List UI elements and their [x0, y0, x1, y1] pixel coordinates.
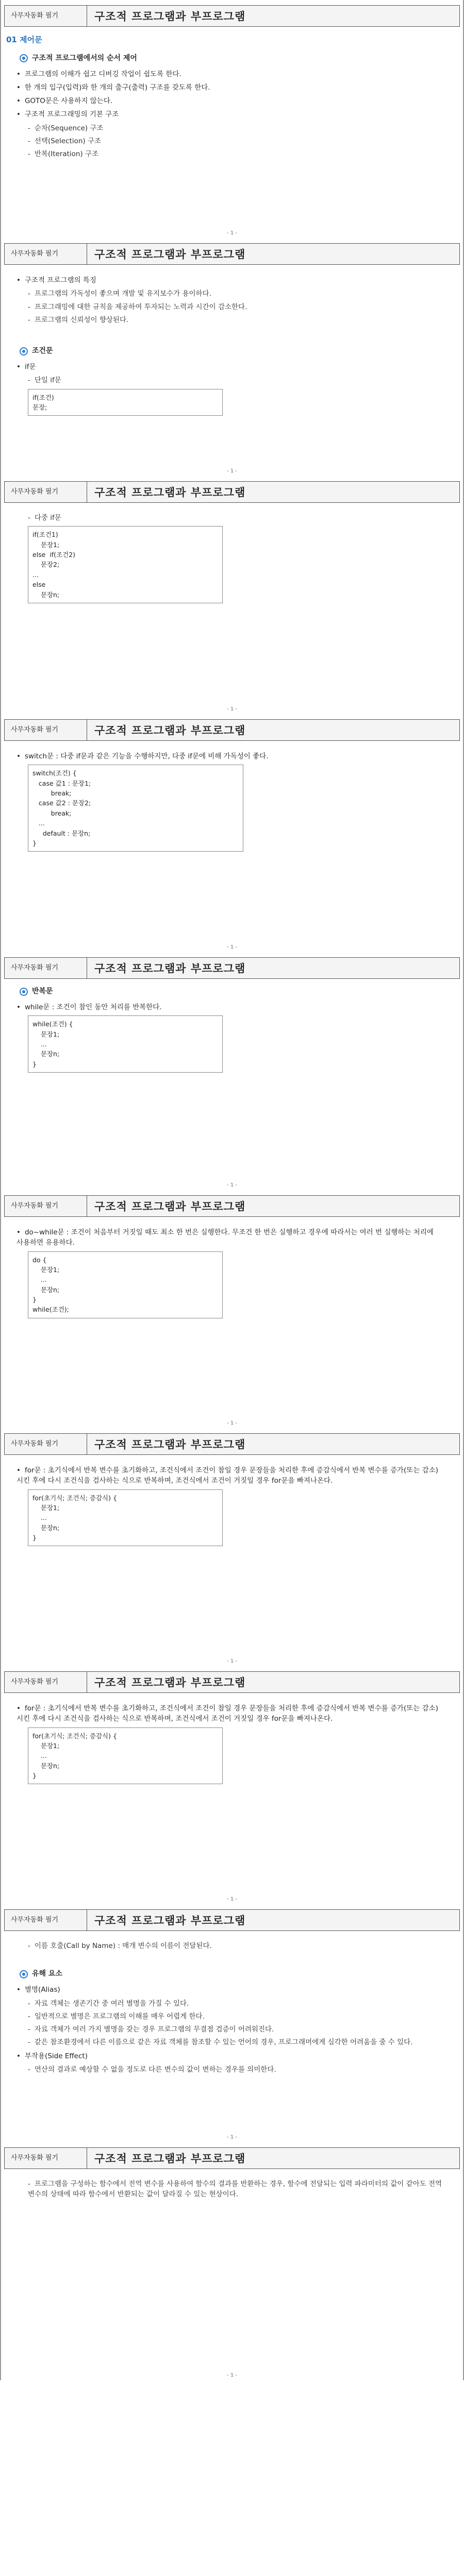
bullet-item: • while문 : 조건이 참인 동안 처리를 반복한다.	[16, 1002, 442, 1012]
code-line: break;	[32, 809, 72, 817]
code-box	[28, 1489, 223, 1547]
subheading	[20, 1969, 442, 1979]
sub-item: - 다중 if문	[28, 513, 442, 523]
chapter-title: 구조적 프로그램과 부프로그램	[94, 2153, 246, 2165]
bullet-item: • 별명(Alias)	[16, 1985, 442, 1995]
subheading-text: 반복문	[32, 987, 53, 995]
page-6	[0, 1190, 464, 1428]
code-line: 문장n;	[32, 1523, 60, 1532]
bullet-item: • for문 : 초기식에서 반복 변수를 초기화하고, 조건식에서 조건이 참일 경우 문장들을 처리한 후에 증감식에서 반복 변수를 증가(또는 감소)시킨 후에 다시 조건식을 검사하는 식으로 반복하며, 조건식에서 조건이 거짓일 경우 for문을 빠져나온다.	[16, 1703, 442, 1724]
sub-item: - 프로그램의 신뢰성이 향상된다.	[28, 315, 442, 325]
page-7	[0, 1428, 464, 1666]
code-line: }	[32, 1296, 37, 1303]
sub-item: - 반복(Iteration) 구조	[28, 149, 442, 159]
section-heading: 01 제어문	[6, 35, 42, 44]
bullet-item: • 한 개의 입구(입력)와 한 개의 출구(출력) 구조를 갖도록 한다.	[16, 82, 442, 93]
page-5	[0, 952, 464, 1190]
chapter-title: 구조적 프로그램과 부프로그램	[94, 724, 246, 737]
subheading-text: 구조적 프로그램에서의 순서 제어	[32, 54, 137, 62]
page-number: - 1 -	[227, 468, 237, 474]
code-line: else	[32, 581, 46, 589]
code-line: for(초기식; 조건식; 증감식) {	[32, 1732, 117, 1740]
code-line: default : 문장n;	[32, 829, 91, 837]
page-body	[16, 748, 442, 855]
target-bullet-icon	[20, 988, 28, 996]
page-number: - 1 -	[227, 1896, 237, 1902]
code-box	[28, 1251, 223, 1318]
code-line: ...	[32, 1040, 47, 1048]
chapter-title: 구조적 프로그램과 부프로그램	[94, 1200, 246, 1213]
page-header	[4, 5, 460, 27]
code-line: while(조건);	[32, 1306, 69, 1314]
subject-label: 사무자동화 필기	[5, 1434, 87, 1454]
code-line: 문장1;	[32, 540, 60, 549]
page-body	[6, 34, 442, 162]
subject-label: 사무자동화 필기	[5, 1196, 87, 1216]
chapter-title: 구조적 프로그램과 부프로그램	[94, 1914, 246, 1927]
code-box	[28, 526, 223, 603]
page-body	[16, 2176, 442, 2202]
page-header	[4, 481, 460, 503]
code-line: if(조건1)	[32, 531, 58, 539]
page-number: - 1 -	[227, 230, 237, 236]
code-line: switch(조건) {	[32, 769, 77, 777]
code-line: 문장n;	[32, 590, 60, 599]
page-header	[4, 1909, 460, 1931]
subheading	[20, 53, 442, 64]
code-line: ...	[32, 570, 39, 579]
chapter-title: 구조적 프로그램과 부프로그램	[94, 248, 246, 261]
code-line: for(초기식; 조건식; 증감식) {	[32, 1494, 117, 1502]
sub-item: - 선택(Selection) 구조	[28, 136, 442, 146]
sub-item: - 프로그램을 구성하는 함수에서 전역 변수를 사용하여 함수의 결과를 반환하는 경우, 함수에 전달되는 입력 파라미터의 값이 같아도 전역 변수의 상태에 따라 함수에서 반환되는 값이 달라질 수 있는 현상이다.	[28, 2179, 442, 2200]
page-header	[4, 2147, 460, 2169]
sub-item: - 자료 객체는 생존기간 중 여러 별명을 가질 수 있다.	[28, 1998, 442, 2009]
code-line: 문장2;	[32, 561, 60, 569]
code-line: 문장1;	[32, 1741, 60, 1750]
subject-label: 사무자동화 필기	[5, 244, 87, 264]
code-line: 문장1;	[32, 1265, 60, 1274]
code-line: }	[32, 1772, 37, 1780]
page-header	[4, 243, 460, 265]
page-header	[4, 1433, 460, 1455]
page-number: - 1 -	[227, 944, 237, 950]
subject-label: 사무자동화 필기	[5, 958, 87, 978]
code-line: ...	[32, 1276, 47, 1284]
bullet-item: • 구조적 프로그램의 특징	[16, 275, 442, 285]
code-line: case 값2 : 문장2;	[32, 799, 91, 807]
page-body	[16, 272, 442, 419]
code-line: 문장n;	[32, 1761, 60, 1770]
page-body	[16, 1938, 442, 2077]
sub-item: - 순차(Sequence) 구조	[28, 123, 442, 133]
page-body	[16, 1224, 442, 1321]
subject-label: 사무자동화 필기	[5, 1910, 87, 1930]
subject-label: 사무자동화 필기	[5, 482, 87, 502]
sub-item: - 연산의 결과로 예상할 수 없을 정도로 다른 변수의 값이 변하는 경우를 의미한다.	[28, 2064, 442, 2075]
target-bullet-icon	[20, 1970, 28, 1978]
code-line: 문장;	[32, 403, 47, 411]
code-line: else if(조건2)	[32, 551, 76, 558]
subheading-text: 유해 요소	[32, 1970, 62, 1978]
bullet-item: • 구조적 프로그래밍의 기본 구조	[16, 109, 442, 120]
code-line: break;	[32, 789, 72, 797]
page-header	[4, 1195, 460, 1217]
page-1	[0, 0, 464, 238]
chapter-title: 구조적 프로그램과 부프로그램	[94, 1438, 246, 1451]
sub-item: - 같은 참조환경에서 다른 이름으로 같은 자료 객체를 참조할 수 있는 언어의 경우, 프로그래머에게 심각한 어려움을 줄 수 있다.	[28, 2037, 442, 2047]
page-number: - 1 -	[227, 1182, 237, 1188]
page-3	[0, 476, 464, 714]
page-body	[16, 1462, 442, 1549]
bullet-item: • do~while문 : 조건이 처음부터 거짓일 때도 최소 한 번은 실행한다. 무조건 한 번은 실행하고 경우에 따라서는 여러 번 실행하는 처리에 사용하면 유용하다.	[16, 1227, 442, 1248]
target-bullet-icon	[20, 347, 28, 355]
page-header	[4, 957, 460, 979]
subject-label: 사무자동화 필기	[5, 6, 87, 26]
code-line: 문장n;	[32, 1285, 60, 1294]
bullet-item: • for문 : 초기식에서 반복 변수를 초기화하고, 조건식에서 조건이 참일 경우 문장들을 처리한 후에 증감식에서 반복 변수를 증가(또는 감소)시킨 후에 다시 조건식을 검사하는 식으로 반복하며, 조건식에서 조건이 거짓일 경우 for문을 빠져나온다.	[16, 1465, 442, 1486]
bullet-item: • 프로그램의 이해가 쉽고 디버깅 작업이 쉽도록 한다.	[16, 69, 442, 79]
subject-label: 사무자동화 필기	[5, 1672, 87, 1692]
code-line: while(조건) {	[32, 1020, 73, 1028]
sub-item: - 자료 객체가 여러 가지 별명을 갖는 경우 프로그램의 무결점 검증이 어려워진다.	[28, 2024, 442, 2035]
code-line: 문장1;	[32, 1030, 60, 1038]
page-number: - 1 -	[227, 706, 237, 712]
page-body	[16, 1700, 442, 1787]
code-line: }	[32, 1534, 37, 1541]
code-box	[28, 1727, 223, 1785]
code-box	[28, 765, 243, 852]
subject-label: 사무자동화 필기	[5, 720, 87, 740]
subheading	[20, 346, 442, 357]
page-header	[4, 1671, 460, 1693]
page-4	[0, 714, 464, 952]
chapter-title: 구조적 프로그램과 부프로그램	[94, 962, 246, 975]
bullet-item: • switch문 : 다중 if문과 같은 기능을 수행하지만, 다중 if문에 비해 가독성이 좋다.	[16, 751, 442, 761]
code-box	[28, 1015, 223, 1073]
code-line: ...	[32, 1752, 47, 1760]
sub-item: - 이름 호출(Call by Name) : 매개 변수의 이름이 전달된다.	[28, 1941, 442, 1951]
chapter-title: 구조적 프로그램과 부프로그램	[94, 10, 246, 23]
code-line: 문장n;	[32, 1050, 60, 1058]
page-2	[0, 238, 464, 476]
code-line: if(조건)	[32, 393, 54, 401]
page-body	[16, 510, 442, 606]
page-8	[0, 1666, 464, 1904]
code-line: }	[32, 1060, 37, 1068]
chapter-title: 구조적 프로그램과 부프로그램	[94, 486, 246, 499]
page-number: - 1 -	[227, 2134, 237, 2140]
subject-label: 사무자동화 필기	[5, 2148, 87, 2168]
sub-item: - 일반적으로 별명은 프로그램의 이해를 매우 어렵게 한다.	[28, 2011, 442, 2022]
subheading-text: 조건문	[32, 347, 53, 355]
page-number: - 1 -	[227, 1658, 237, 1664]
bullet-item: • GOTO문은 사용하지 않는다.	[16, 96, 442, 106]
target-bullet-icon	[20, 54, 28, 62]
code-line: 문장1;	[32, 1503, 60, 1512]
chapter-title: 구조적 프로그램과 부프로그램	[94, 1676, 246, 1689]
sub-item: - 단일 if문	[28, 375, 442, 385]
page-10	[0, 2142, 464, 2380]
page-header	[4, 719, 460, 741]
page-number: - 1 -	[227, 2372, 237, 2378]
bullet-item: • if문	[16, 362, 442, 372]
page-body	[16, 986, 442, 1076]
sub-item: - 프로그램의 가독성이 좋으며 개발 및 유지보수가 용이하다.	[28, 289, 442, 299]
code-line: ...	[32, 819, 45, 827]
page-9	[0, 1904, 464, 2142]
code-line: case 값1 : 문장1;	[32, 779, 91, 787]
code-line: do {	[32, 1256, 47, 1264]
bullet-item: • 부작용(Side Effect)	[16, 2051, 442, 2061]
sub-item: - 프로그래밍에 대한 규칙을 제공하여 투자되는 노력과 시간이 감소한다.	[28, 302, 442, 312]
page-number: - 1 -	[227, 1420, 237, 1426]
code-box	[28, 389, 223, 416]
subheading	[20, 986, 442, 997]
code-line: }	[32, 839, 37, 847]
code-line: ...	[32, 1514, 47, 1522]
